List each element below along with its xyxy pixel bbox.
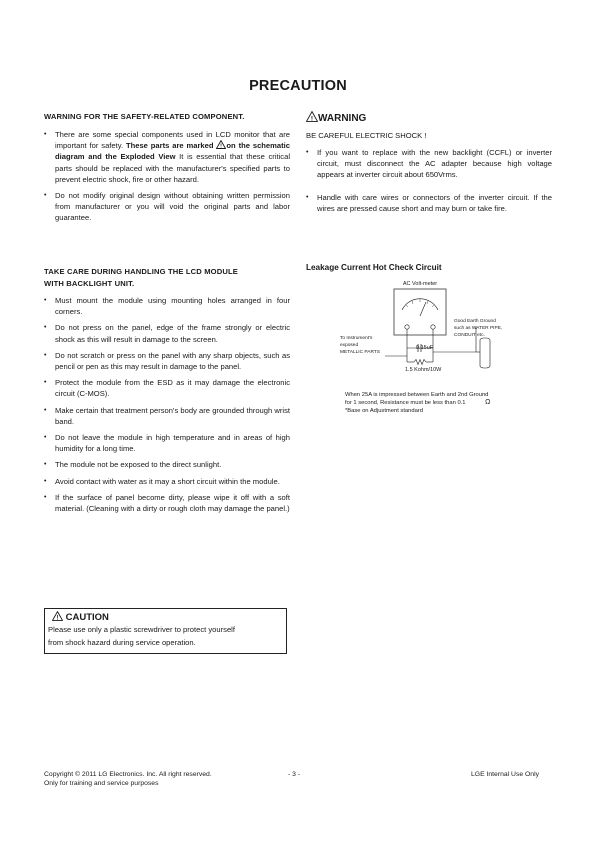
svg-text:!: ! bbox=[220, 143, 223, 150]
ground-label-3: CONDUIT etc. bbox=[454, 333, 485, 338]
list-item: • Handle with care wires or connectors of the inverter circuit. If the wires are pressed cause short and may burn or take fire. bbox=[306, 192, 552, 214]
terminal-icon bbox=[431, 325, 435, 329]
list-item: • Do not scratch or press on the panel with any sharp objects, such as pencil or pen as this may result in damage to the panel. bbox=[44, 350, 290, 372]
caution-text-line1: Please use only a plastic screwdriver to protect yourself bbox=[48, 625, 235, 634]
leakage-title: Leakage Current Hot Check Circuit bbox=[306, 263, 442, 272]
note-line3: *Base on Adjustment standard bbox=[345, 408, 423, 414]
list-item: • Protect the module from the ESD as it may damage the electronic circuit (C-MOS). bbox=[44, 377, 290, 399]
list-item: • Do not press on the panel, edge of the frame strongly or electric shock as this will result in damage to the screen. bbox=[44, 322, 290, 344]
list-item: • Make certain that treatment person's body are grounded through wrist band. bbox=[44, 405, 290, 427]
lcd-handling-list bbox=[44, 295, 290, 514]
ground-label-2: such as WATER PIPE, bbox=[454, 326, 503, 331]
instrument-label-2: exposed bbox=[340, 343, 359, 348]
warning-triangle-icon bbox=[306, 111, 318, 122]
list-item: • The module not be exposed to the direct sunlight. bbox=[44, 459, 290, 470]
leakage-note bbox=[345, 391, 545, 415]
safety-section bbox=[44, 111, 290, 229]
note-line2: for 1 second, Resistance must be less than 0.1 Ω bbox=[345, 399, 491, 406]
safety-heading: WARNING FOR THE SAFETY-RELATED COMPONENT. bbox=[44, 112, 245, 121]
list-item: • There are some special components used in LCD monitor that are important for safety. These parts are marked ! on the schematic diagram and the Exploded View It is essential that these critical parts should be replaced with the manufacturer's specified parts to prevent electric shock, fire or other hazard. bbox=[44, 129, 290, 185]
warning-section bbox=[306, 108, 552, 219]
page-title: PRECAUTION bbox=[249, 78, 347, 94]
terminal-icon bbox=[405, 325, 409, 329]
list-item: • Must mount the module using mounting holes arranged in four corners. bbox=[44, 295, 290, 317]
ohm-symbol: Ω bbox=[485, 399, 491, 406]
svg-text:!: ! bbox=[56, 615, 59, 621]
meter-label: AC Volt-meter bbox=[402, 281, 438, 287]
list-item: • Do not leave the module in high temperature and in areas of high humidity for a long time. bbox=[44, 432, 290, 454]
instrument-label-3: METALLIC PARTS bbox=[340, 350, 380, 355]
meter-needle bbox=[420, 302, 426, 316]
safety-list bbox=[44, 129, 290, 224]
list-item: • If you want to replace with the new backlight (CCFL) or inverter circuit, must disconnect the AC adapter because high voltage appears at inverter circuit about 650Vrms. bbox=[306, 147, 552, 181]
warning-list bbox=[306, 147, 552, 214]
copyright-text: Copyright © 2011 LG Electronics. Inc. All right reserved. bbox=[44, 771, 212, 778]
caution-text-line2: from shock hazard during service operation. bbox=[48, 638, 196, 647]
list-item: • If the surface of panel become dirty, please wipe it off with a soft material. (Cleaning with a dirty or rough cloth may damage the panel.) bbox=[44, 492, 290, 514]
list-item: • Do not modify original design without obtaining written permission from manufacturer or you will void the original parts and labor guarantee. bbox=[44, 190, 290, 224]
footer-left bbox=[44, 770, 212, 788]
warning-subtitle: BE CAREFUL ELECTRIC SHOCK ! bbox=[306, 131, 427, 140]
warning-heading bbox=[306, 108, 552, 126]
page-number: - 3 - bbox=[288, 771, 301, 778]
resistor-label: 1.5 Kohm/10W bbox=[405, 367, 442, 373]
lcd-heading-line2: WITH BACKLIGHT UNIT. bbox=[44, 279, 135, 288]
lcd-heading-line1: TAKE CARE DURING HANDLING THE LCD MODULE bbox=[44, 267, 239, 276]
svg-text:!: ! bbox=[310, 115, 314, 122]
water-pipe-icon bbox=[480, 338, 490, 368]
internal-use-text: LGE Internal Use Only bbox=[471, 771, 539, 778]
caution-box bbox=[44, 608, 287, 654]
lcd-handling-section bbox=[44, 266, 290, 519]
leakage-circuit-diagram bbox=[330, 276, 530, 374]
training-text: Only for training and service purposes bbox=[44, 780, 159, 787]
resistor-icon bbox=[414, 360, 426, 365]
voltmeter-box bbox=[394, 289, 446, 335]
list-item: • Avoid contact with water as it may a short circuit within the module. bbox=[44, 476, 290, 487]
ground-label-1: Good Earth Ground bbox=[454, 319, 496, 324]
warning-triangle-icon bbox=[52, 611, 63, 621]
note-line1: When 25A is impressed between Earth and 2nd Ground bbox=[345, 392, 489, 398]
instrument-label-1: To Instrument's bbox=[340, 336, 373, 341]
warning-triangle-icon bbox=[216, 140, 226, 149]
caution-title: CAUTION bbox=[65, 612, 109, 623]
caution-heading bbox=[48, 611, 283, 623]
warning-title: WARNING bbox=[318, 113, 367, 124]
capacitor-label: 0.15uF bbox=[416, 345, 434, 351]
